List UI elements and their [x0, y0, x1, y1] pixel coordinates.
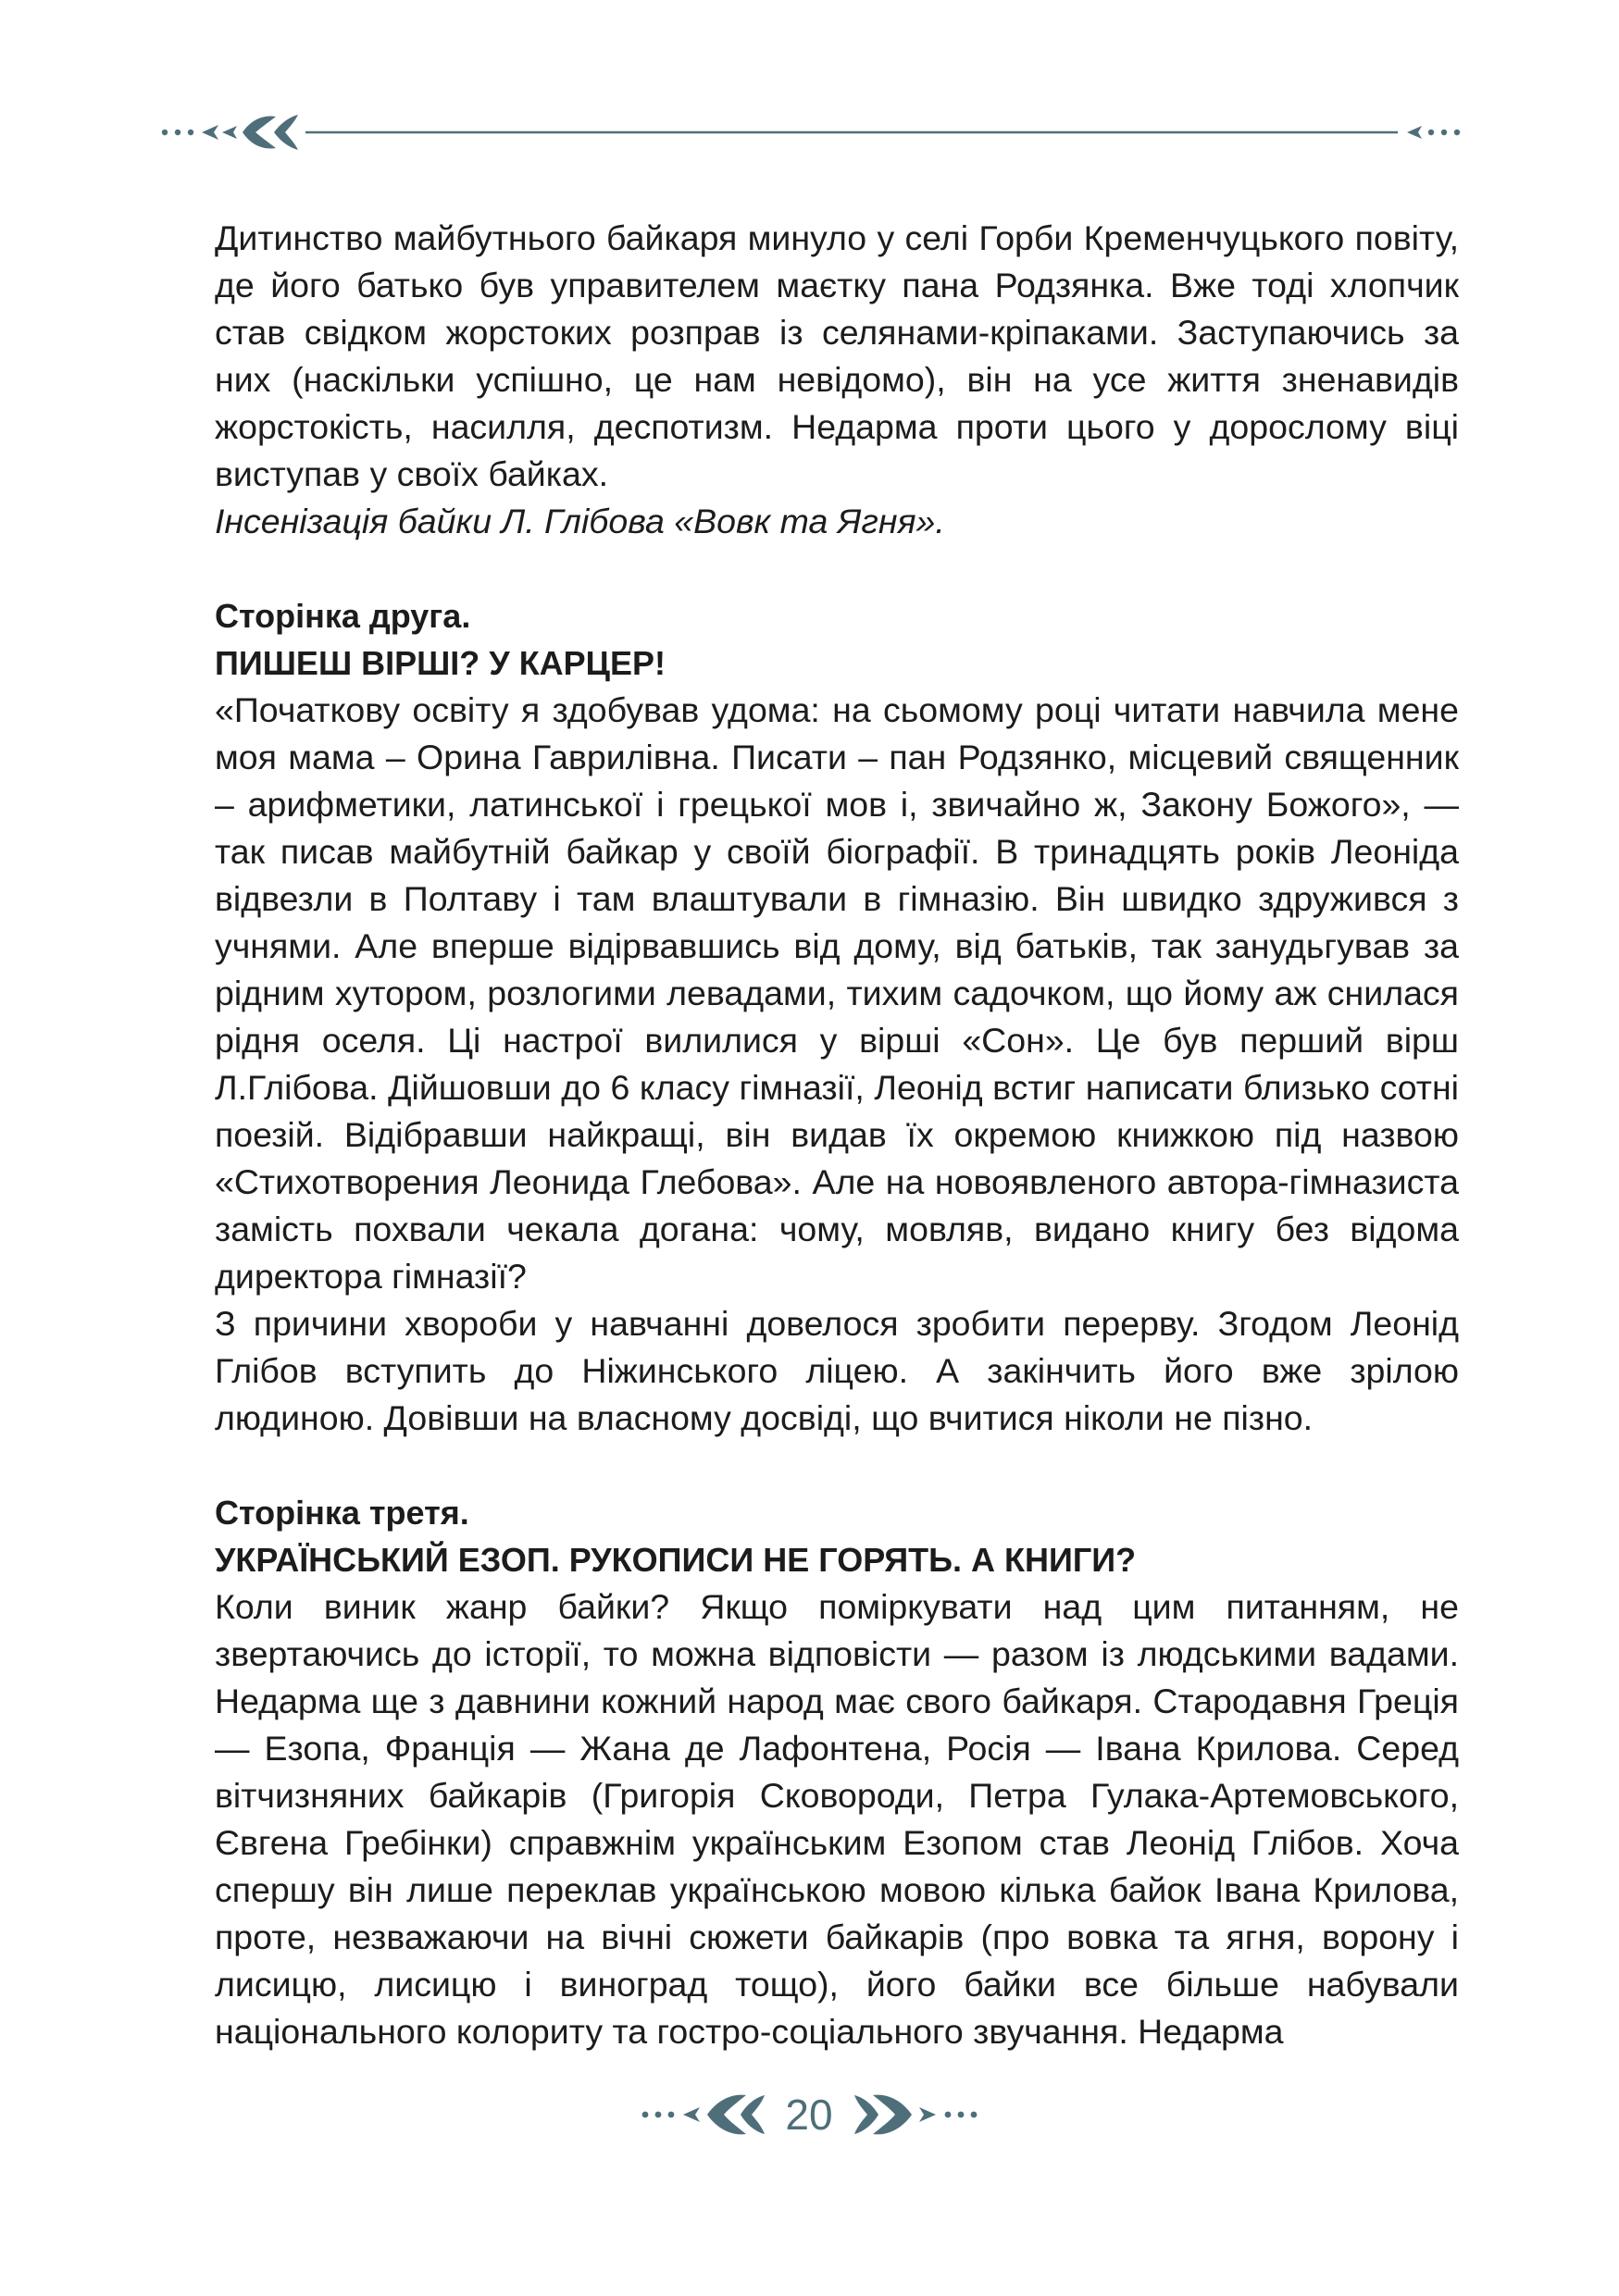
top-ornament	[0, 109, 1619, 155]
intro-paragraph: Дитинство майбутнього байкаря минуло у селі Горби Кременчуцького повіту, де його батько був управителем маєтку пана Родзянка. Вже тоді хлопчик став свідком жорстоких розправ із селянами-кріпаками. Заступаючись за них (наскільки успішно, це нам невідомо), він на усе життя зненавидів жорстокість, насилля, деспотизм. Недарма проти цього у дорослому віці виступав у своїх байках.	[215, 218, 1459, 493]
section-page-three	[215, 1489, 1459, 2055]
section-label: Сторінка третя.	[215, 1494, 469, 1532]
body-paragraph: З причини хвороби у навчанні довелося зробити перерву. Згодом Леонід Глібов вступить до Ніжинського ліцею. А закінчить його вже зрілою людиною. Довівши на власному досвіді, що вчитися ніколи не пізно.	[215, 1304, 1459, 1437]
section-label: Сторінка друга.	[215, 597, 471, 635]
section-heading: УКРАЇНСЬКИЙ ЕЗОП. РУКОПИСИ НЕ ГОРЯТЬ. А КНИГИ?	[215, 1541, 1137, 1579]
page-number: 20	[785, 2091, 833, 2139]
section-page-two	[215, 592, 1459, 1442]
stage-note: Інсенізація байки Л. Глібова «Вовк та Ягня».	[215, 502, 945, 540]
body-paragraph: «Початкову освіту я здобував удома: на сьомому році читати навчила мене моя мама – Орина Гаврилівна. Писати – пан Родзянко, місцевий священник – арифметики, латинської і грецької мов і, звичайно ж, Закону Божого», — так писав майбутній байкар у своїй біографії. В тринадцять років Леоніда відвезли в Полтаву і там влаштували в гімназію. Він швидко здружився з учнями. Але вперше відірвавшись від дому, від батьків, так занудьгував за рідним хутором, розлогими левадами, тихим садочком, що йому аж снилася рідня оселя. Ці настрої вилилися у вірші «Сон». Це був перший вірш Л.Глібова. Дійшовши до 6 класу гімназії, Леонід встиг написати близько сотні поезій. Відібравши найкращі, він видав їх окремою книжкою під назвою «Стихотворения Леонида Глебова». Але на новоявленого автора-гімназиста замість похвали чекала догана: чому, мовляв, видано книгу без відома директора гімназії?	[215, 690, 1459, 1296]
page-content	[215, 215, 1459, 2055]
body-paragraph: Коли виник жанр байки? Якщо поміркувати над цим питанням, не звертаючись до історії, то можна відповісти — разом із людськими вадами. Недарма ще з давнини кожний народ має свого байкаря. Стародавня Греція — Езопа, Франція — Жана де Лафонтена, Росія — Івана Крилова. Серед вітчизняних байкарів (Григорія Сковороди, Петра Гулака-Артемовського, Євгена Гребінки) справжнім українським Езопом став Леонід Глібов. Хоча спершу він лише переклав українською мовою кілька байок Івана Крилова, проте, незважаючи на вічні сюжети байкарів (про вовка та ягня, ворону і лисицю, лисицю і виноград тощо), його байки все більше набували національного колориту та гостро-соціального звучання. Недарма	[215, 1587, 1459, 2051]
section-heading: ПИШЕШ ВІРШІ? У КАРЦЕР!	[215, 644, 666, 682]
